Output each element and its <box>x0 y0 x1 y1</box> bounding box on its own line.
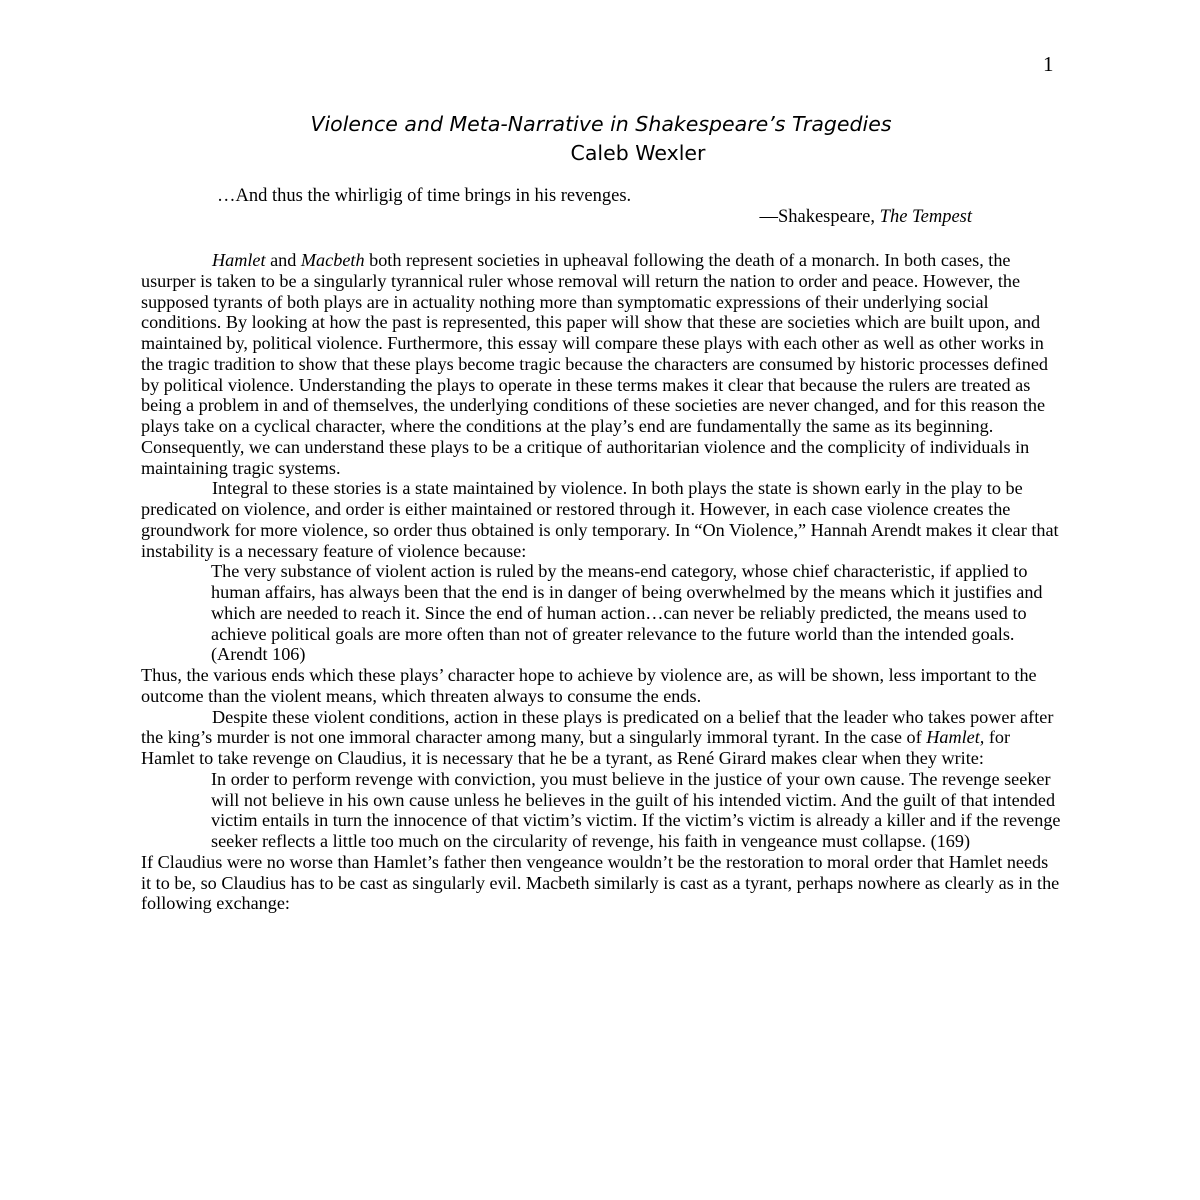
paragraph-5: If Claudius were no worse than Hamlet’s father then vengeance wouldn’t be the restoration to moral order that Hamlet needs it to be, so Claudius has to be cast as singularly evil. Macbeth similarly is cast as a tyrant, perhaps nowhere as clearly as in the following exchange: <box>141 851 1060 914</box>
paragraph-4-text-b: for Hamlet to take revenge on Claudius, it is necessary that he be a tyrant, as René Girard makes clear when they write: <box>141 727 1011 768</box>
work-title-macbeth: Macbeth <box>300 250 365 270</box>
paragraph-1-text-a: and <box>265 250 301 270</box>
epigraph <box>217 186 972 228</box>
work-title-hamlet: Hamlet <box>212 250 266 270</box>
epigraph-line: …And thus the whirligig of time brings in his revenges. <box>217 186 632 206</box>
paragraph-2: Integral to these stories is a state maintained by violence. In both plays the state is shown early in the play to be predicated on violence, and order is either maintained or restored through it. However, in each case violence creates the groundwork for more violence, so order thus obtained is only temporary. In “On Violence,” Hannah Arendt makes it clear that instability is a necessary feature of violence because: <box>141 478 1059 561</box>
page-number: 1 <box>1043 52 1054 76</box>
author-name: Caleb Wexler <box>570 141 706 165</box>
epigraph-attribution-prefix: —Shakespeare, <box>759 207 876 227</box>
work-title-hamlet-inline: Hamlet, <box>926 727 985 748</box>
epigraph-attribution <box>217 207 972 228</box>
block-quote-arendt: The very substance of violent action is ruled by the means-end category, whose chief characteristic, if applied to human affairs, has always been that the end is in danger of being overwhelmed by the means which it justifies and which are needed to reach it. Since the end of human action…can never be reliably predicted, the means used to achieve political goals are more often than not of greater relevance to the future world than the intended goals. (Arendt 106) <box>211 561 1043 665</box>
title-block <box>0 110 1200 168</box>
paper-body <box>141 250 1061 914</box>
paragraph-3: Thus, the various ends which these plays’ character hope to achieve by violence are, as will be shown, less important to the outcome than the violent means, which threaten always to consume the ends. <box>141 665 1037 706</box>
paragraph-4 <box>141 707 1061 769</box>
block-quote-girard: In order to perform revenge with conviction, you must believe in the justice of your own cause. The revenge seeker will not believe in his own cause unless he believes in the guilt of his intended victim. And the guilt of that intended victim entails in turn the innocence of that victim’s victim. If the victim’s victim is already a killer and if the revenge seeker reflects a little too much on the circularity of revenge, his faith in vengeance must collapse. (169) <box>211 768 1061 851</box>
paragraph-1 <box>141 250 1061 478</box>
paragraph-4-text-a: Despite these violent conditions, action in these plays is predicated on a belief that the leader who takes power after the king’s murder is not one immoral character among many, but a singularly immoral tyrant. In the case of <box>141 706 1054 748</box>
paper-title: Violence and Meta-Narrative in Shakespeare’s Tragedies <box>310 112 892 136</box>
paragraph-1-text-b: both represent societies in upheaval following the death of a monarch. In both cases, the usurper is taken to be a singularly tyrannical ruler whose removal will return the nation to order and peace. However, the supposed tyrants of both plays are in actuality nothing more than symptomatic expressions of their underlying social conditions. By looking at how the past is represented, this paper will show that these are societies which are built upon, and maintained by, political violence. Furthermore, this essay will compare these plays with each other as well as other works in the tragic tradition to show that these plays become tragic because the characters are consumed by historic processes defined by political violence. Understanding the plays to operate in these terms makes it clear that because the rulers are treated as being a problem in and of themselves, the underlying conditions of these societies are never changed, and for this reason the plays take on a cyclical character, where the conditions at the play’s end are fundamentally the same as its beginning. Consequently, we can understand these plays to be a critique of authoritarian violence and the complicity of individuals in maintaining tragic systems. <box>141 250 1049 478</box>
epigraph-work-title: The Tempest <box>879 207 972 227</box>
